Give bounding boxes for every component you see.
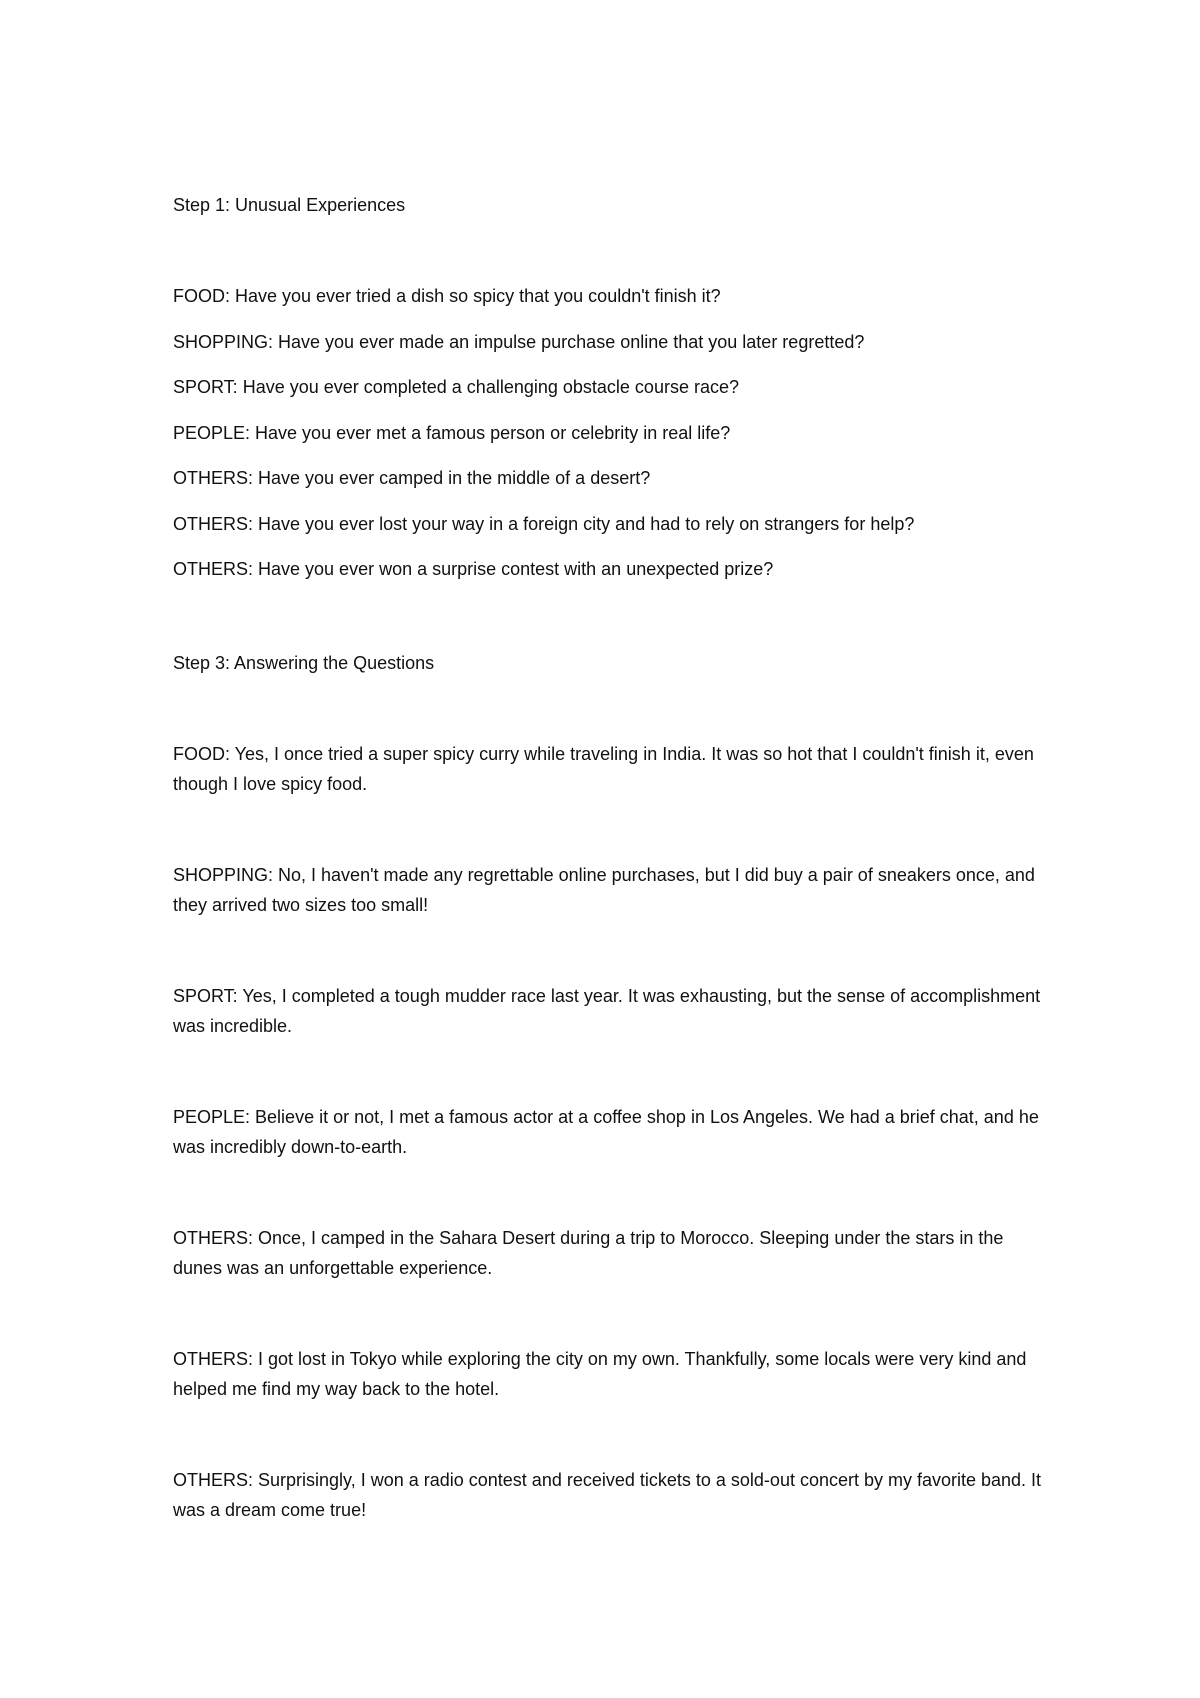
- answer-food: FOOD: Yes, I once tried a super spicy curry while traveling in India. It was so hot that I couldn't finish it, even though I love spicy food.: [173, 744, 1034, 794]
- answer-shopping: SHOPPING: No, I haven't made any regrettable online purchases, but I did buy a pair of sneakers once, and they arrived two sizes too small!: [173, 865, 1035, 915]
- answer-others-lost: OTHERS: I got lost in Tokyo while exploring the city on my own. Thankfully, some locals were very kind and helped me find my way back to the hotel.: [173, 1349, 1027, 1399]
- question-others-desert: OTHERS: Have you ever camped in the middle of a desert?: [173, 468, 651, 488]
- answer-sport: SPORT: Yes, I completed a tough mudder race last year. It was exhausting, but the sense of accomplishment was incredible.: [173, 986, 1041, 1036]
- question-shopping: SHOPPING: Have you ever made an impulse purchase online that you later regretted?: [173, 331, 865, 352]
- question-others-lost: OTHERS: Have you ever lost your way in a foreign city and had to rely on strangers for help?: [173, 513, 915, 534]
- answer-others-contest: OTHERS: Surprisingly, I won a radio contest and received tickets to a sold-out concert by my favorite band. It was a dream come true!: [173, 1470, 1042, 1520]
- step1-heading: Step 1: Unusual Experiences: [173, 195, 406, 215]
- answer-people: PEOPLE: Believe it or not, I met a famous actor at a coffee shop in Los Angeles. We had a brief chat, and he was incredibly down-to-earth.: [173, 1107, 1039, 1157]
- question-people: PEOPLE: Have you ever met a famous person or celebrity in real life?: [173, 422, 731, 443]
- document-body: [173, 190, 1043, 1525]
- step3-answer-list: [173, 739, 1043, 1525]
- question-others-contest: OTHERS: Have you ever won a surprise contest with an unexpected prize?: [173, 559, 774, 579]
- question-food: FOOD: Have you ever tried a dish so spicy that you couldn't finish it?: [173, 286, 721, 306]
- step3-heading: Step 3: Answering the Questions: [173, 653, 435, 673]
- question-sport: SPORT: Have you ever completed a challenging obstacle course race?: [173, 377, 739, 397]
- answer-others-desert: OTHERS: Once, I camped in the Sahara Desert during a trip to Morocco. Sleeping under the stars in the dunes was an unforgettable experience.: [173, 1228, 1004, 1278]
- step1-question-list: [173, 281, 1043, 584]
